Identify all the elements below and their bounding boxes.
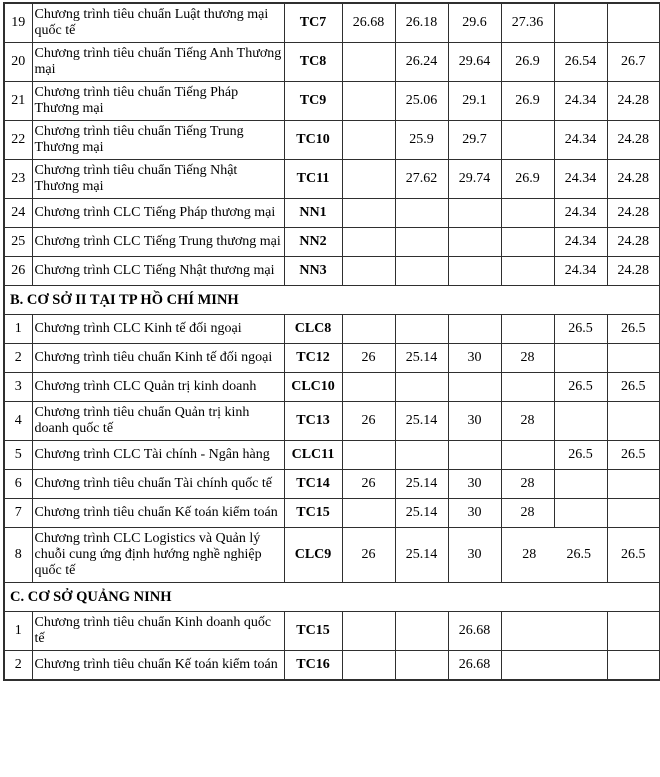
program-code-cell: TC16 (284, 651, 342, 680)
program-code-cell: TC11 (284, 160, 342, 199)
table-row (4, 82, 660, 121)
score-cell: 26.24 (395, 43, 448, 82)
row-number-cell: 25 (4, 228, 32, 257)
program-name-cell: Chương trình CLC Tiếng Pháp thương mại (32, 199, 284, 228)
row-number-cell: 1 (4, 612, 32, 651)
program-code-cell: TC10 (284, 121, 342, 160)
score-cell: 26.5 (607, 441, 660, 470)
score-cell (501, 373, 554, 402)
score-cell: 25.14 (395, 528, 448, 583)
score-cell (501, 651, 607, 680)
score-cell: 30 (448, 470, 501, 499)
score-cell: 27.36 (501, 3, 554, 43)
score-cell: 24.34 (554, 199, 607, 228)
score-cell (607, 612, 660, 651)
program-name-cell: Chương trình CLC Quản trị kinh doanh (32, 373, 284, 402)
row-number-cell: 20 (4, 43, 32, 82)
score-cell (501, 612, 607, 651)
score-cell (501, 257, 554, 286)
score-cell: 24.34 (554, 160, 607, 199)
score-cell (607, 651, 660, 680)
score-cell: 28 (501, 499, 554, 528)
score-cell (554, 402, 607, 441)
score-cell: 25.14 (395, 499, 448, 528)
score-cell: 24.34 (554, 82, 607, 121)
score-cell: 26.9 (501, 160, 554, 199)
admission-score-table (3, 2, 660, 681)
table-row (4, 344, 660, 373)
table-row (4, 470, 660, 499)
row-number-cell: 7 (4, 499, 32, 528)
score-cell (342, 199, 395, 228)
score-cell: 28 (501, 402, 554, 441)
score-cell (501, 441, 554, 470)
program-name-cell: Chương trình CLC Logistics và Quản lý chuỗi cung ứng định hướng nghề nghiệp quốc tế (32, 528, 284, 583)
table-row (4, 528, 660, 583)
score-cell: 24.28 (607, 257, 660, 286)
score-cell (607, 344, 660, 373)
table-row (4, 257, 660, 286)
score-cell: 26.5 (607, 528, 660, 583)
score-cell: 29.74 (448, 160, 501, 199)
score-cell: 24.34 (554, 257, 607, 286)
score-cell: 26.5 (607, 373, 660, 402)
score-cell: 24.28 (607, 160, 660, 199)
program-code-cell: TC7 (284, 3, 342, 43)
program-code-cell: TC9 (284, 82, 342, 121)
program-code-cell: TC15 (284, 612, 342, 651)
program-code-cell: TC12 (284, 344, 342, 373)
score-cell: 29.6 (448, 3, 501, 43)
score-cell: 25.06 (395, 82, 448, 121)
score-cell (607, 499, 660, 528)
program-name-cell: Chương trình tiêu chuẩn Tài chính quốc tế (32, 470, 284, 499)
table-row (4, 315, 660, 344)
program-name-cell: Chương trình CLC Kinh tế đối ngoại (32, 315, 284, 344)
score-cell (448, 441, 501, 470)
program-code-cell: TC15 (284, 499, 342, 528)
score-cell: 29.7 (448, 121, 501, 160)
score-cell: 24.28 (607, 228, 660, 257)
table-row (4, 199, 660, 228)
score-cell: 30 (448, 528, 501, 583)
score-cell (342, 373, 395, 402)
score-cell (554, 344, 607, 373)
program-name-cell: Chương trình tiêu chuẩn Tiếng Trung Thương mại (32, 121, 284, 160)
score-cell: 26 (342, 470, 395, 499)
score-cell (342, 82, 395, 121)
score-cell: 25.9 (395, 121, 448, 160)
table-row (4, 228, 660, 257)
score-cell (342, 499, 395, 528)
score-cell: 24.34 (554, 121, 607, 160)
table-row (4, 499, 660, 528)
section-header-row (4, 583, 660, 612)
score-cell (448, 228, 501, 257)
score-cell (342, 257, 395, 286)
score-cell (342, 315, 395, 344)
score-cell: 26.9 (501, 82, 554, 121)
row-number-cell: 6 (4, 470, 32, 499)
section-header-row (4, 286, 660, 315)
table-row (4, 651, 660, 680)
score-cell (342, 651, 395, 680)
score-cell: 30 (448, 344, 501, 373)
section-header: B. CƠ SỞ II TẠI TP HỒ CHÍ MINH (4, 286, 660, 315)
row-number-cell: 22 (4, 121, 32, 160)
program-code-cell: NN2 (284, 228, 342, 257)
program-name-cell: Chương trình tiêu chuẩn Tiếng Anh Thương mại (32, 43, 284, 82)
score-cell: 26.54 (554, 43, 607, 82)
score-cell (501, 199, 554, 228)
program-name-cell: Chương trình tiêu chuẩn Kinh doanh quốc tế (32, 612, 284, 651)
program-name-cell: Chương trình tiêu chuẩn Tiếng Pháp Thương mại (32, 82, 284, 121)
score-cell (607, 470, 660, 499)
score-cell (501, 121, 554, 160)
score-cell: 30 (448, 402, 501, 441)
score-cell: 26.68 (448, 651, 501, 680)
program-code-cell: NN1 (284, 199, 342, 228)
program-name-cell: Chương trình CLC Tiếng Trung thương mại (32, 228, 284, 257)
score-cell (607, 402, 660, 441)
program-code-cell: CLC8 (284, 315, 342, 344)
score-cell: 26.5 (554, 441, 607, 470)
score-cell: 26.5 (607, 315, 660, 344)
row-number-cell: 2 (4, 651, 32, 680)
score-cell: 30 (448, 499, 501, 528)
table-row (4, 402, 660, 441)
program-name-cell: Chương trình CLC Tiếng Nhật thương mại (32, 257, 284, 286)
score-cell: 26.68 (342, 3, 395, 43)
table-row (4, 441, 660, 470)
row-number-cell: 2 (4, 344, 32, 373)
score-cell: 26.68 (448, 612, 501, 651)
table-row (4, 160, 660, 199)
row-number-cell: 21 (4, 82, 32, 121)
score-cell (342, 121, 395, 160)
score-cell (554, 3, 607, 43)
row-number-cell: 1 (4, 315, 32, 344)
score-cell: 26.18 (395, 3, 448, 43)
score-cell (448, 199, 501, 228)
score-cell: 26.5 (554, 315, 607, 344)
score-cell (395, 651, 448, 680)
score-cell (342, 160, 395, 199)
score-cell (448, 257, 501, 286)
score-cell: 29.1 (448, 82, 501, 121)
row-number-cell: 3 (4, 373, 32, 402)
score-value: 26.5 (566, 546, 591, 562)
program-name-cell: Chương trình tiêu chuẩn Kế toán kiểm toán (32, 651, 284, 680)
score-cell (395, 373, 448, 402)
score-cell: 24.28 (607, 82, 660, 121)
row-number-cell: 26 (4, 257, 32, 286)
score-cell: 26.7 (607, 43, 660, 82)
program-code-cell: CLC10 (284, 373, 342, 402)
program-code-cell: CLC9 (284, 528, 342, 583)
table-row (4, 612, 660, 651)
score-cell: 26.5 (554, 373, 607, 402)
program-name-cell: Chương trình tiêu chuẩn Kế toán kiểm toán (32, 499, 284, 528)
score-cell (342, 43, 395, 82)
score-cell: 24.34 (554, 228, 607, 257)
score-cell (607, 3, 660, 43)
row-number-cell: 23 (4, 160, 32, 199)
score-cell (501, 228, 554, 257)
program-name-cell: Chương trình CLC Tài chính - Ngân hàng (32, 441, 284, 470)
score-cell: 27.62 (395, 160, 448, 199)
score-cell: 26 (342, 344, 395, 373)
program-name-cell: Chương trình tiêu chuẩn Tiếng Nhật Thương mại (32, 160, 284, 199)
score-cell (501, 528, 607, 583)
score-cell: 26.9 (501, 43, 554, 82)
table-row (4, 43, 660, 82)
score-value: 28 (522, 546, 537, 562)
score-cell (395, 228, 448, 257)
score-cell (395, 315, 448, 344)
score-cell (501, 315, 554, 344)
program-code-cell: TC13 (284, 402, 342, 441)
row-number-cell: 5 (4, 441, 32, 470)
table-row (4, 121, 660, 160)
score-cell (395, 612, 448, 651)
score-cell (342, 228, 395, 257)
score-cell: 26 (342, 402, 395, 441)
row-number-cell: 4 (4, 402, 32, 441)
score-cell (448, 373, 501, 402)
row-number-cell: 24 (4, 199, 32, 228)
row-number-cell: 19 (4, 3, 32, 43)
score-cell: 28 (501, 470, 554, 499)
score-cell (342, 612, 395, 651)
score-cell (395, 441, 448, 470)
score-cell (554, 470, 607, 499)
program-name-cell: Chương trình tiêu chuẩn Luật thương mại quốc tế (32, 3, 284, 43)
program-name-cell: Chương trình tiêu chuẩn Quản trị kinh doanh quốc tế (32, 402, 284, 441)
table-row (4, 3, 660, 43)
table-row (4, 373, 660, 402)
program-code-cell: NN3 (284, 257, 342, 286)
score-cell (395, 257, 448, 286)
score-cell (342, 441, 395, 470)
score-cell: 26 (342, 528, 395, 583)
program-code-cell: TC14 (284, 470, 342, 499)
score-cell: 25.14 (395, 402, 448, 441)
score-cell: 25.14 (395, 470, 448, 499)
score-cell: 29.64 (448, 43, 501, 82)
program-name-cell: Chương trình tiêu chuẩn Kinh tế đối ngoại (32, 344, 284, 373)
program-code-cell: CLC11 (284, 441, 342, 470)
table-body (4, 3, 660, 680)
program-code-cell: TC8 (284, 43, 342, 82)
score-cell (554, 499, 607, 528)
score-cell (395, 199, 448, 228)
score-cell: 25.14 (395, 344, 448, 373)
score-cell: 24.28 (607, 199, 660, 228)
score-cell (448, 315, 501, 344)
section-header: C. CƠ SỞ QUẢNG NINH (4, 583, 660, 612)
score-cell: 24.28 (607, 121, 660, 160)
row-number-cell: 8 (4, 528, 32, 583)
score-cell: 28 (501, 344, 554, 373)
